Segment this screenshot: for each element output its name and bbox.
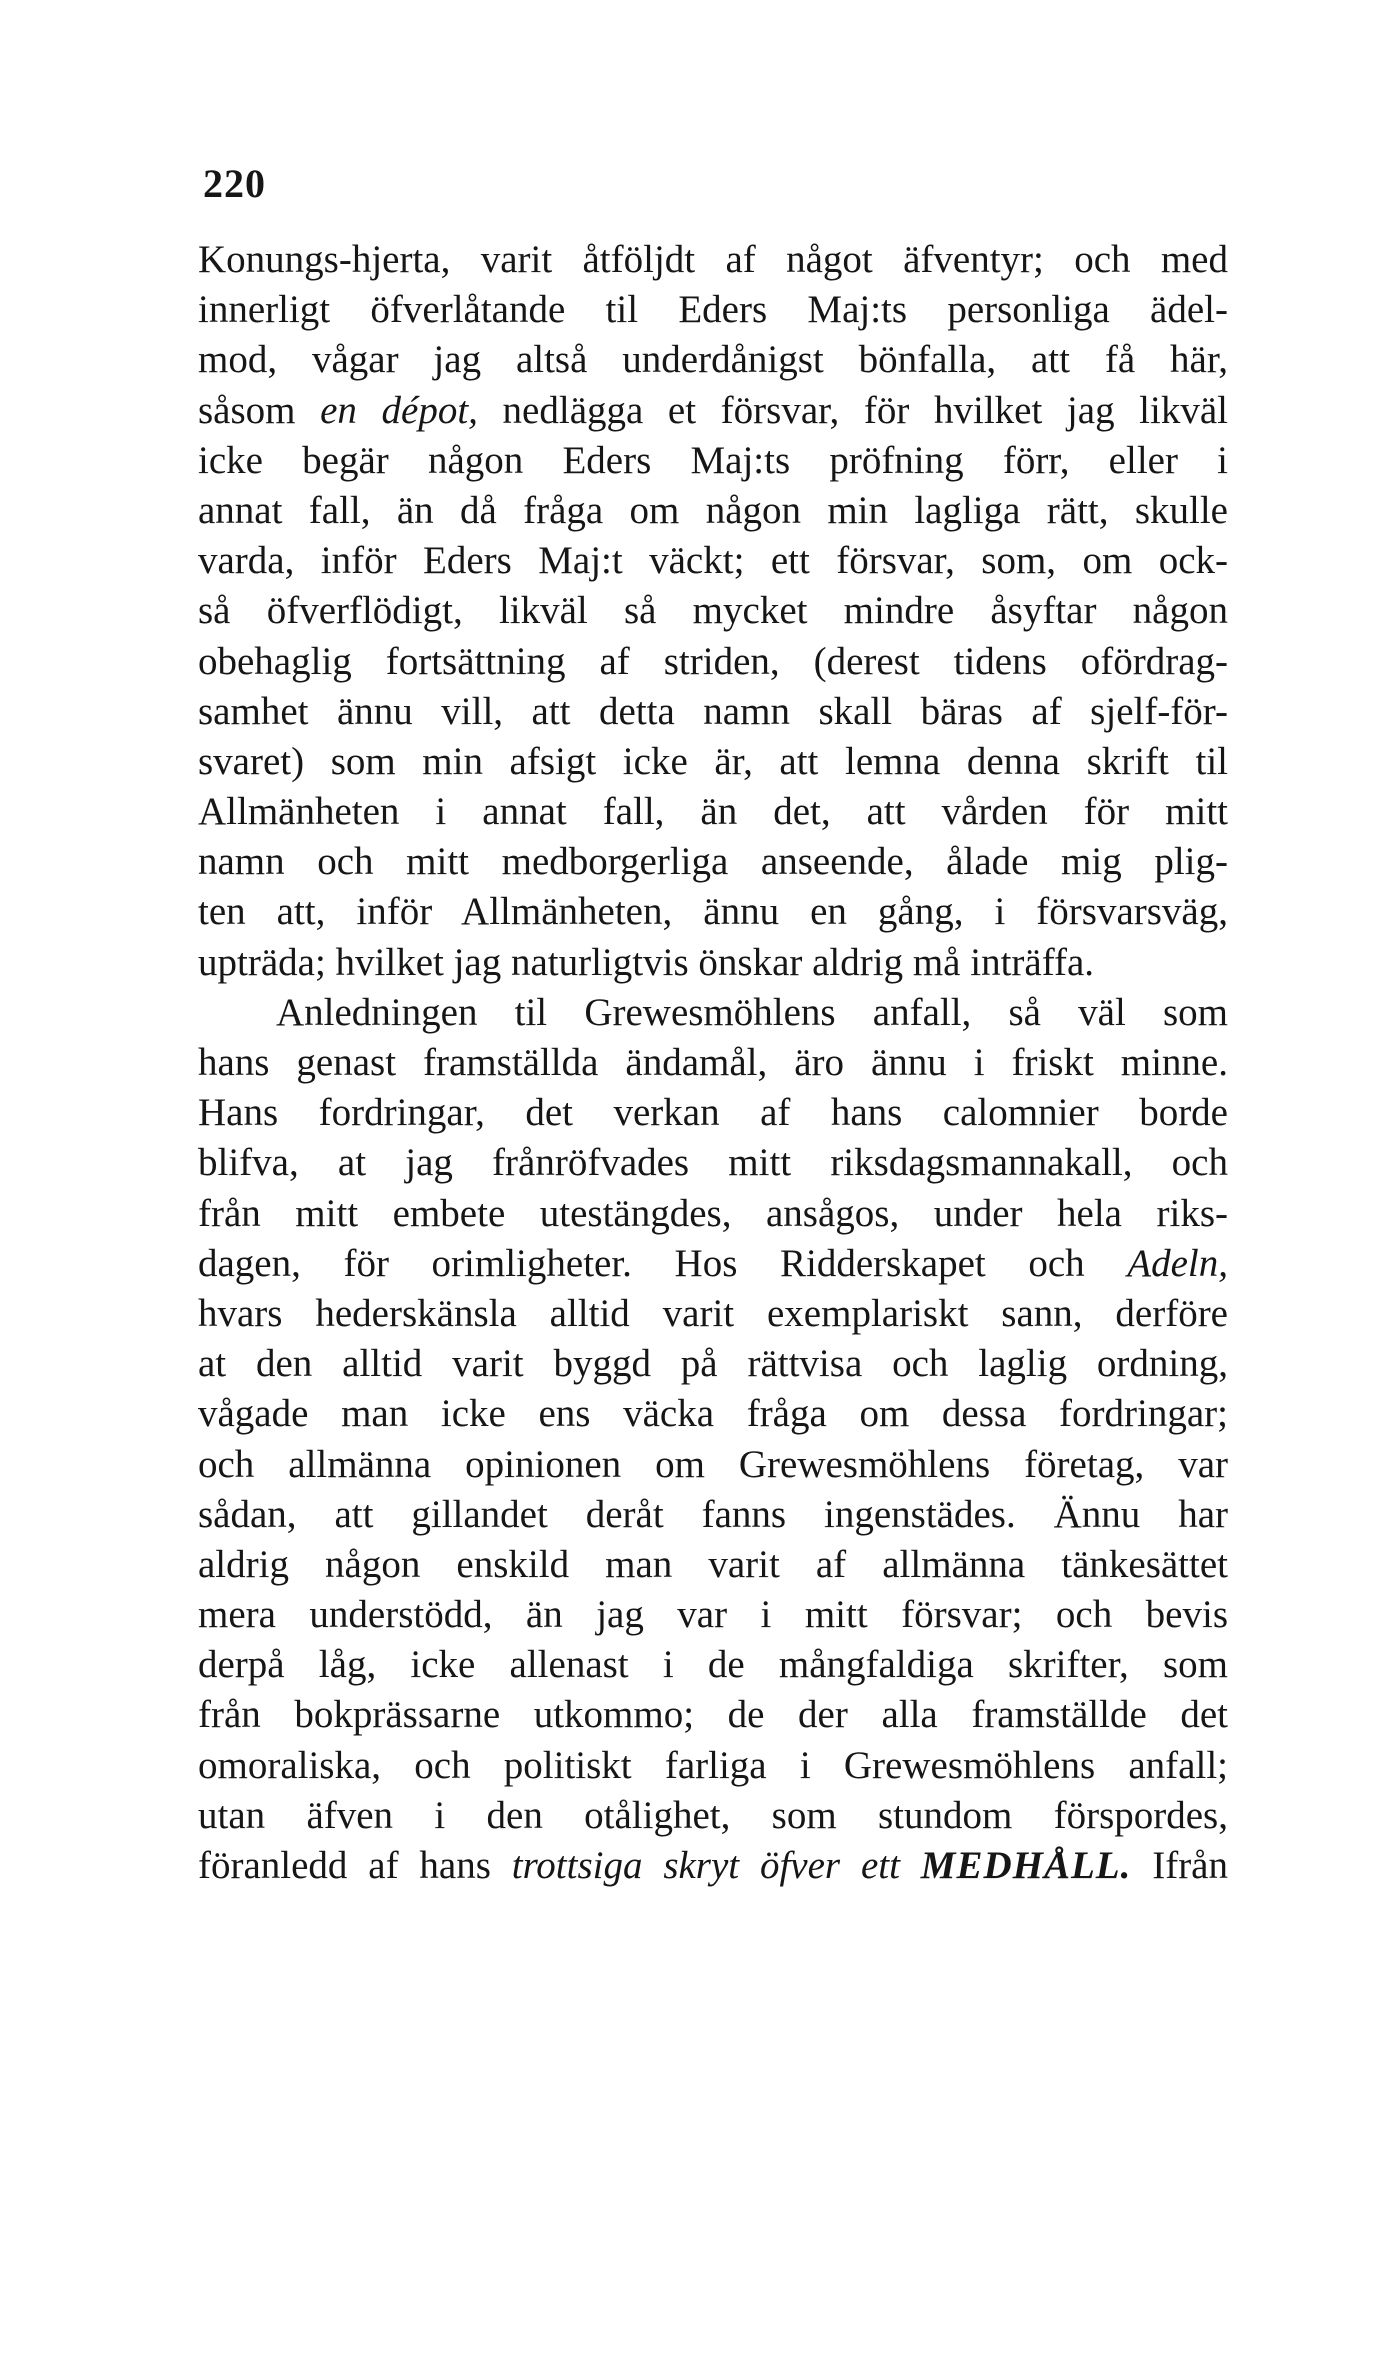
text-line [198, 637, 1228, 687]
emphasized-text: en dépot, [320, 388, 478, 432]
text-segment: vågade man icke ens väcka fråga om dessa fordringar; [198, 1392, 1228, 1436]
text-line [198, 1841, 1228, 1891]
text-segment: annat fall, än då fråga om någon min lagliga rätt, skulle [198, 488, 1228, 532]
text-segment: svaret) som min afsigt icke är, att lemna denna skrift til [198, 739, 1228, 783]
text-segment: upträda; hvilket jag naturligtvis önskar aldrig må inträffa. [198, 940, 1095, 984]
text-line [198, 1590, 1228, 1640]
text-segment: Konungs-hjerta, varit åtföljdt af något äfventyr; och med [198, 238, 1228, 281]
text-line [198, 1490, 1228, 1540]
text-segment: och allmänna opinionen om Grewesmöhlens företag, var [198, 1442, 1228, 1486]
text-segment: mera understödd, än jag var i mitt försvar; och bevis [198, 1593, 1228, 1637]
text-segment: sådan, att gillandet deråt fanns ingenstädes. Ännu har [198, 1492, 1228, 1536]
text-segment: aldrig någon enskild man varit af allmänna tänkesättet [198, 1542, 1228, 1586]
text-line [198, 737, 1228, 787]
text-line [198, 335, 1228, 385]
text-line [198, 1741, 1228, 1791]
text-line [198, 1138, 1228, 1188]
text-segment: samhet ännu vill, att detta namn skall bäras af sjelf-för- [198, 689, 1228, 733]
text-line [198, 285, 1228, 335]
text-segment: Allmänheten i annat fall, än det, att vården för mitt [198, 790, 1228, 834]
text-line [198, 1640, 1228, 1690]
emphasized-text: Adeln, [1127, 1241, 1228, 1285]
text-segment: föranledd af hans [198, 1844, 512, 1887]
body-text [198, 235, 1228, 1891]
text-line [198, 1038, 1228, 1088]
text-segment: blifva, at jag frånröfvades mitt riksdagsmannakall, och [198, 1141, 1228, 1185]
text-segment: från mitt embete utestängdes, ansågos, under hela riks- [198, 1191, 1228, 1235]
text-line [198, 1540, 1228, 1590]
text-segment: derpå låg, icke allenast i de mångfaldiga skrifter, som [198, 1643, 1228, 1687]
emphasized-text: MEDHÅLL. [920, 1844, 1132, 1887]
text-segment: nedlägga et försvar, för hvilket jag likväl [477, 388, 1228, 432]
emphasized-text: trottsiga skryt öfver ett [511, 1844, 900, 1887]
text-line [198, 1339, 1228, 1389]
text-segment: hans genast framställda ändamål, äro ännu i friskt minne. [198, 1041, 1228, 1084]
text-line [198, 1289, 1228, 1339]
text-segment: så öfverflödigt, likväl så mycket mindre åsyftar någon [198, 589, 1228, 633]
text-line [198, 486, 1228, 536]
text-line [198, 887, 1228, 937]
text-segment: ten att, inför Allmänheten, ännu en gång, i försvarsväg, [198, 890, 1228, 934]
text-line [198, 536, 1228, 586]
text-segment: hvars hederskänsla alltid varit exemplariskt sann, derföre [198, 1291, 1228, 1335]
text-line [198, 1189, 1228, 1239]
text-segment: Hans fordringar, det verkan af hans calomnier borde [198, 1091, 1228, 1135]
text-line [198, 1791, 1228, 1841]
text-line [198, 1690, 1228, 1740]
text-line [198, 1239, 1228, 1289]
text-segment: varda, inför Eders Maj:t väckt; ett försvar, som, om ock- [198, 539, 1228, 583]
text-segment: obehaglig fortsättning af striden, (derest tidens ofördrag- [198, 639, 1228, 683]
text-segment: at den alltid varit byggd på rättvisa och laglig ordning, [198, 1342, 1228, 1386]
text-segment: Anledningen til Grewesmöhlens anfall, så väl som [276, 990, 1228, 1034]
text-segment: Ifrån [1131, 1844, 1228, 1887]
text-segment: namn och mitt medborgerliga anseende, ålade mig plig- [198, 840, 1228, 884]
text-line [198, 687, 1228, 737]
text-line [198, 787, 1228, 837]
text-segment: såsom [198, 388, 321, 432]
text-line [198, 1088, 1228, 1138]
text-line [198, 938, 1228, 988]
text-line [198, 586, 1228, 636]
text-line [198, 1389, 1228, 1439]
text-line [198, 837, 1228, 887]
text-segment: dagen, för orimligheter. Hos Ridderskapet och [198, 1241, 1128, 1285]
text-segment: omoraliska, och politiskt farliga i Grewesmöhlens anfall; [198, 1743, 1228, 1787]
page-number: 220 [203, 161, 266, 206]
text-segment: utan äfven i den otålighet, som stundom förspordes, [198, 1793, 1228, 1837]
text-segment: innerligt öfverlåtande til Eders Maj:ts personliga ädel- [198, 288, 1228, 332]
text-line [198, 386, 1228, 436]
text-segment: från bokprässarne utkommo; de der alla framställde det [198, 1693, 1228, 1737]
text-line [198, 988, 1228, 1038]
text-line [198, 235, 1228, 285]
text-segment: mod, vågar jag altså underdånigst bönfalla, att få här, [198, 338, 1228, 382]
text-segment [900, 1844, 921, 1887]
text-line [198, 1440, 1228, 1490]
text-segment: icke begär någon Eders Maj:ts pröfning förr, eller i [198, 438, 1228, 482]
text-line [198, 436, 1228, 486]
